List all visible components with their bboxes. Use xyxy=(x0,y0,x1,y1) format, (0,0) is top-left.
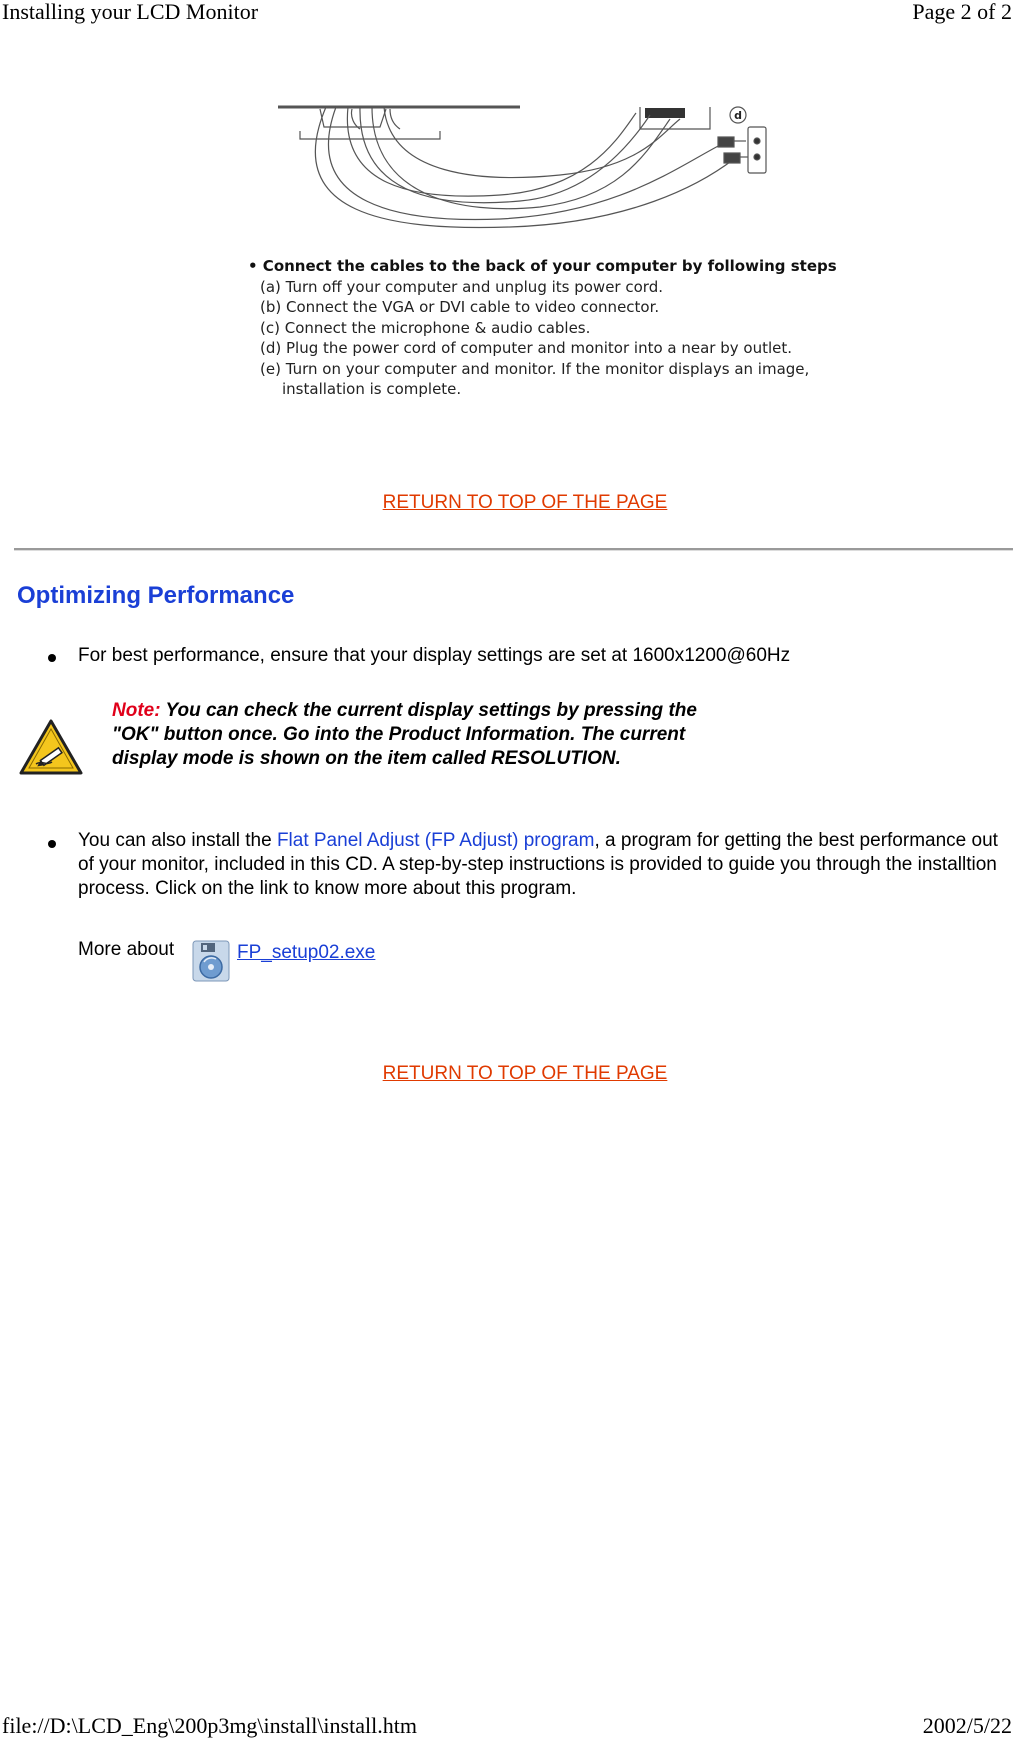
fp-adjust-paragraph xyxy=(78,829,1008,901)
section-divider xyxy=(14,548,1013,551)
step-e-continued: installation is complete. xyxy=(282,380,462,398)
setup-program-icon[interactable] xyxy=(192,940,230,982)
step-a: (a) Turn off your computer and unplug its power cord. xyxy=(260,277,663,296)
note-body: You can check the current display settings by pressing the "OK" button once. Go into the Product Information. The current display mode is shown on the item called RESOLUTION. xyxy=(112,700,697,769)
step-c: (c) Connect the microphone & audio cables. xyxy=(260,318,591,337)
steps-lead: • Connect the cables to the back of your computer by following steps xyxy=(248,257,837,275)
fp-adjust-link[interactable]: Flat Panel Adjust (FP Adjust) program xyxy=(276,830,595,851)
return-to-top-link[interactable]: RETURN TO TOP OF THE PAGE xyxy=(382,492,668,513)
note-pencil-icon xyxy=(18,718,84,776)
print-header-page: Page 2 of 2 xyxy=(912,0,1012,24)
bullet-icon xyxy=(48,654,56,662)
print-footer-path: file://D:\LCD_Eng\200p3mg\install\install.htm xyxy=(2,1713,417,1738)
bullet-icon xyxy=(48,840,56,848)
performance-tip: For best performance, ensure that your display settings are set at 1600x1200@60Hz xyxy=(78,645,791,666)
diagram-callout-d: d xyxy=(734,109,742,122)
note-label: Note: xyxy=(112,700,161,721)
more-about-label: More about xyxy=(78,939,175,960)
step-d: (d) Plug the power cord of computer and monitor into a near by outlet. xyxy=(260,339,793,357)
step-b: (b) Connect the VGA or DVI cable to video connector. xyxy=(260,298,660,316)
print-header-title: Installing your LCD Monitor xyxy=(2,0,259,24)
return-to-top-link[interactable]: RETURN TO TOP OF THE PAGE xyxy=(382,1063,668,1084)
step-e: (e) Turn on your computer and monitor. If the monitor displays an image, xyxy=(260,359,810,378)
print-footer-date: 2002/5/22 xyxy=(922,1713,1012,1738)
section-title: Optimizing Performance xyxy=(17,582,295,609)
connection-steps xyxy=(248,256,837,400)
note-text xyxy=(112,699,712,771)
fp-setup-download-link[interactable]: FP_setup02.exe xyxy=(237,942,376,963)
fp-adjust-prefix: You can also install the xyxy=(78,830,277,851)
fp-adjust-suffix: , a program for getting the best performance out of your monitor, included in this CD. A step-by-step instructions is provided to guide you through the installtion process. Click on the link to know more about this program. xyxy=(78,830,998,899)
